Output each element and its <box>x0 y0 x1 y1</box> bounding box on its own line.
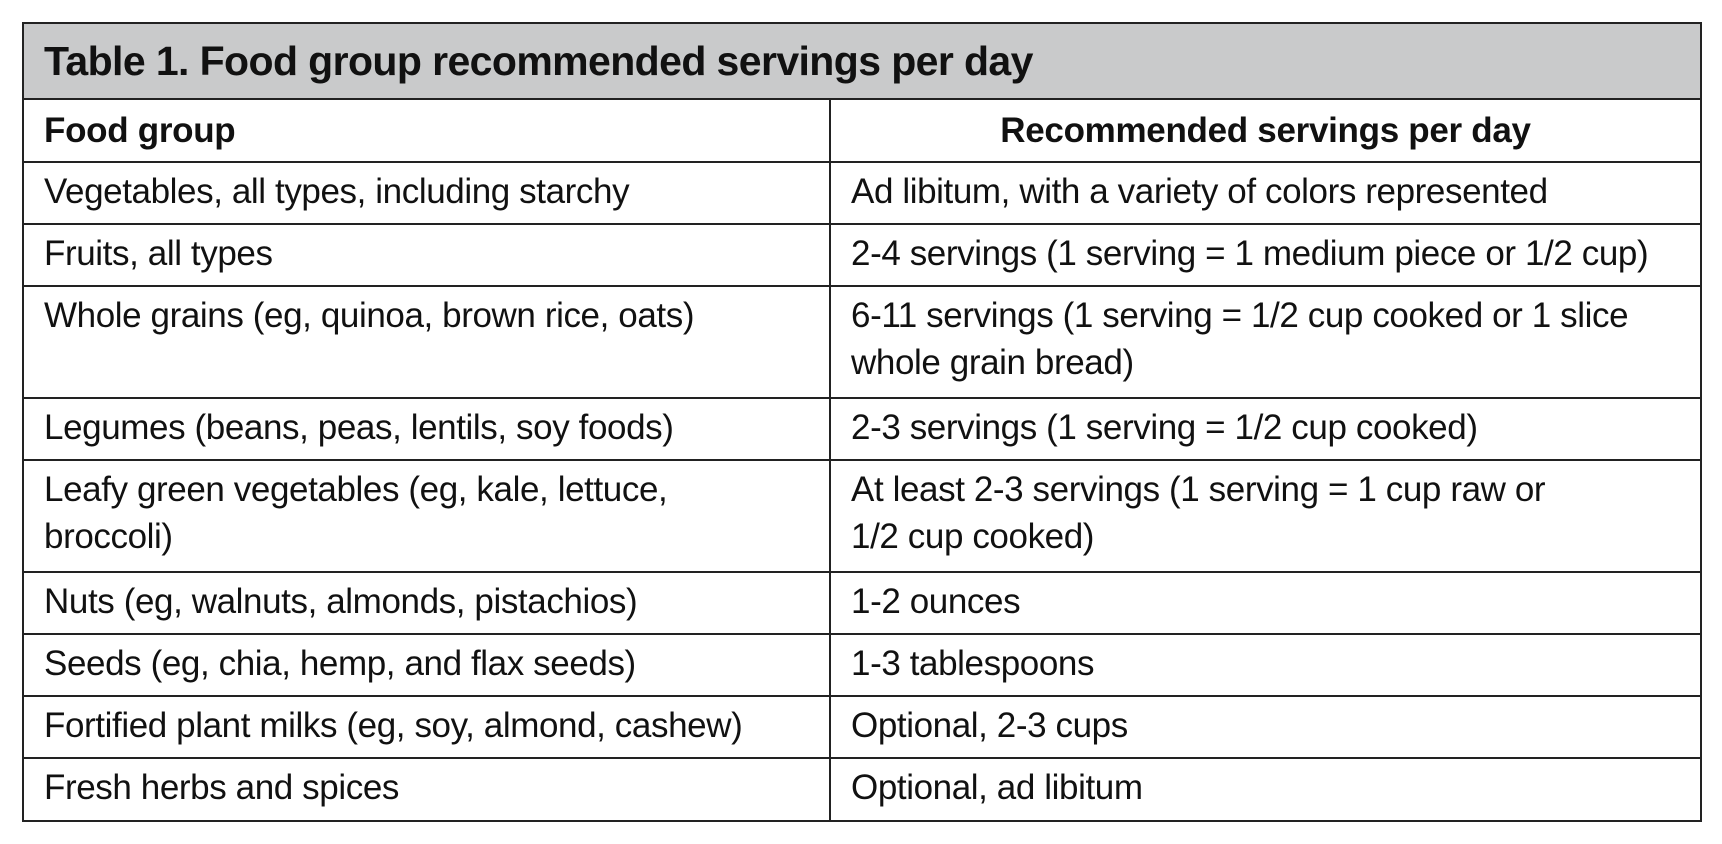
column-header-recommended-servings: Recommended servings per day <box>830 100 1700 162</box>
table-row <box>24 758 1700 820</box>
food-group-cell <box>24 460 830 572</box>
cell-text: Ad libitum, with a variety of colors represented <box>851 172 1548 211</box>
column-header-food-group: Food group <box>24 100 830 162</box>
cell-text: 2-3 servings (1 serving = 1/2 cup cooked) <box>851 408 1478 447</box>
cell-text: 1-3 tablespoons <box>851 644 1095 683</box>
food-group-cell <box>24 634 830 696</box>
servings-cell <box>830 572 1700 634</box>
cell-text: 6-11 servings (1 serving = 1/2 cup cooked or 1 slice <box>851 296 1629 335</box>
food-servings-table <box>22 22 1702 822</box>
servings-cell <box>830 634 1700 696</box>
food-group-cell <box>24 398 830 460</box>
food-group-cell <box>24 696 830 758</box>
cell-text-continuation: broccoli) <box>44 517 173 556</box>
servings-cell <box>830 758 1700 820</box>
table-row <box>24 696 1700 758</box>
cell-text: 1-2 ounces <box>851 582 1021 621</box>
food-group-cell <box>24 758 830 820</box>
table-row <box>24 572 1700 634</box>
table-row <box>24 398 1700 460</box>
header-row <box>24 100 1700 162</box>
servings-cell <box>830 224 1700 286</box>
cell-text: At least 2-3 servings (1 serving = 1 cup raw or <box>851 470 1546 509</box>
cell-text: Fresh herbs and spices <box>44 768 399 807</box>
food-group-cell <box>24 286 830 398</box>
cell-text: 2-4 servings (1 serving = 1 medium piece or 1/2 cup) <box>851 234 1649 273</box>
food-group-cell <box>24 162 830 224</box>
servings-cell <box>830 286 1700 398</box>
cell-text: Leafy green vegetables (eg, kale, lettuce, <box>44 470 668 509</box>
cell-text: Nuts (eg, walnuts, almonds, pistachios) <box>44 582 638 621</box>
table-row <box>24 286 1700 398</box>
cell-text: Optional, 2-3 cups <box>851 706 1128 745</box>
food-group-cell <box>24 572 830 634</box>
cell-text: Legumes (beans, peas, lentils, soy foods) <box>44 408 674 447</box>
cell-text: Fruits, all types <box>44 234 273 273</box>
cell-text: Optional, ad libitum <box>851 768 1143 807</box>
cell-text: Vegetables, all types, including starchy <box>44 172 630 211</box>
cell-text: Fortified plant milks (eg, soy, almond, cashew) <box>44 706 743 745</box>
cell-text-continuation: 1/2 cup cooked) <box>851 517 1095 556</box>
table-row <box>24 460 1700 572</box>
servings-table-grid <box>24 100 1700 820</box>
servings-cell <box>830 460 1700 572</box>
servings-cell <box>830 398 1700 460</box>
cell-text-continuation: whole grain bread) <box>851 343 1134 382</box>
table-row <box>24 224 1700 286</box>
cell-text: Seeds (eg, chia, hemp, and flax seeds) <box>44 644 636 683</box>
table-title: Table 1. Food group recommended servings per day <box>24 24 1700 100</box>
cell-text: Whole grains (eg, quinoa, brown rice, oats) <box>44 296 695 335</box>
food-group-cell <box>24 224 830 286</box>
table-row <box>24 634 1700 696</box>
servings-cell <box>830 696 1700 758</box>
servings-cell <box>830 162 1700 224</box>
table-row <box>24 162 1700 224</box>
